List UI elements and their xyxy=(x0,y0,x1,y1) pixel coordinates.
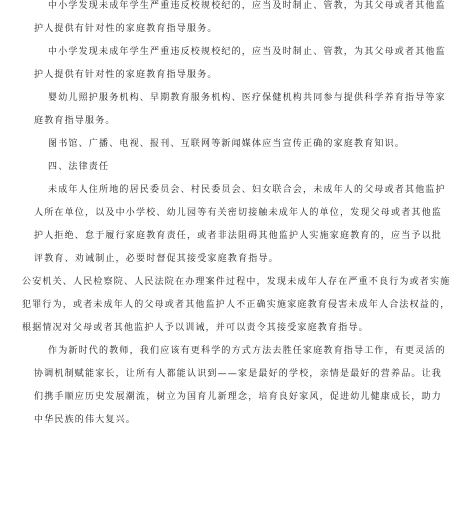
paragraph-2: 中小学发现未成年学生严重违反校规校纪的，应当及时制止、管教，为其父母或者其他监护人提供有针对性的家庭教育指导服务。 xyxy=(34,47,446,80)
section-heading: 四、法律责任 xyxy=(48,162,110,172)
paragraph-3: 婴幼儿照护服务机构、早期教育服务机构、医疗保健机构共同参与提供科学养育指导等家庭教育指导服务。 xyxy=(34,93,446,126)
paragraph-5: 未成年人住所地的居民委员会、村民委员会、妇女联合会，未成年人的父母或者其他监护人所在单位，以及中小学校、幼儿园等有关密切接触未成年人的单位，发现父母或者其他监护人拒绝、怠于履行家庭教育责任，或者非法阻碍其他监护人实施家庭教育的，应当予以批评教育、劝诫制止，必要时督促其接受家庭教育指导。 xyxy=(34,185,446,264)
paragraph-6: 公安机关、人民检察院、人民法院在办理案件过程中，发现未成年人存在严重不良行为或者实施犯罪行为，或者未成年人的父母或者其他监护人不正确实施家庭教育侵害未成年人合法权益的，根据情况对父母或者其他监护人予以训诫，并可以责令其接受家庭教育指导。 xyxy=(22,277,451,333)
paragraph-7: 作为新时代的教师，我们应该有更科学的方式方法去胜任家庭教育指导工作，有更灵活的协调机制赋能家长，让所有人都能认识到——家是最好的学校，亲情是最好的营养品。让我们携手顺应历史发展潮流，树立为国育儿新理念，培育良好家风，促进幼儿健康成长，助力中华民族的伟大复兴。 xyxy=(34,346,446,425)
paragraph-4: 图书馆、广播、电视、报刊、互联网等新闻媒体应当宣传正确的家庭教育知识。 xyxy=(48,139,406,149)
paragraph-1: 中小学发现未成年学生严重违反校规校纪的，应当及时制止、管教，为其父母或者其他监护人提供有针对性的家庭教育指导服务。 xyxy=(34,1,446,34)
